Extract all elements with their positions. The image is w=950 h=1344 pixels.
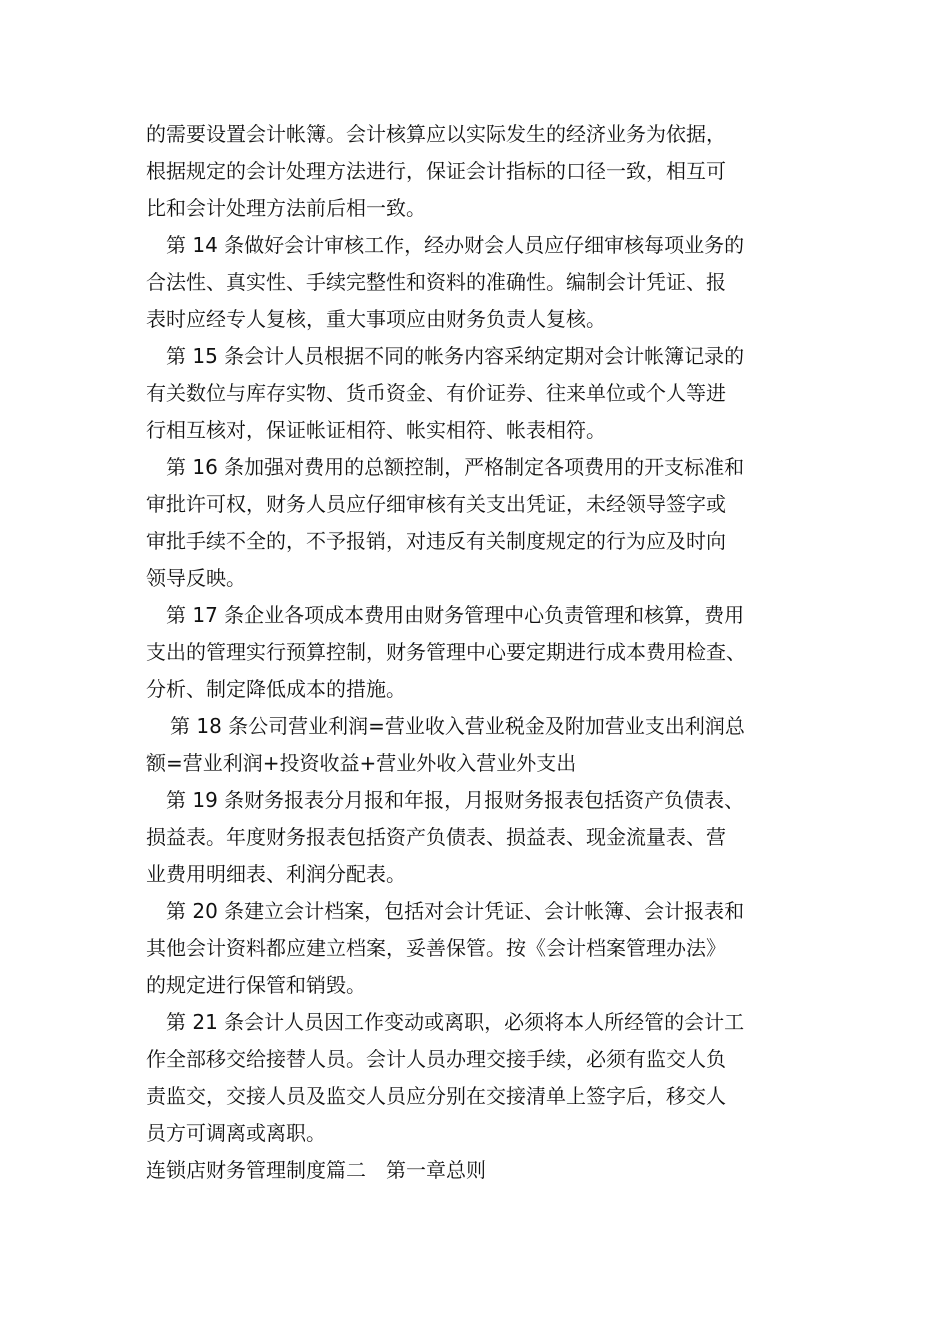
text-line: 比和会计处理方法前后相一致。 xyxy=(146,196,426,220)
text-line: 支出的管理实行预算控制，财务管理中心要定期进行成本费用检查、 xyxy=(146,640,746,664)
text-line: 领导反映。 xyxy=(146,566,246,590)
text-line: 根据规定的会计处理方法进行，保证会计指标的口径一致，相互可 xyxy=(146,159,726,183)
text-line: 分析、制定降低成本的措施。 xyxy=(146,677,406,701)
text-line: 行相互核对，保证帐证相符、帐实相符、帐表相符。 xyxy=(146,418,606,442)
text-line: 员方可调离或离职。 xyxy=(146,1121,326,1145)
text-line: 合法性、真实性、手续完整性和资料的准确性。编制会计凭证、报 xyxy=(146,270,726,294)
text-line: 损益表。年度财务报表包括资产负债表、损益表、现金流量表、营 xyxy=(146,825,726,849)
text-line: 审批手续不全的，不予报销，对违反有关制度规定的行为应及时向 xyxy=(146,529,726,553)
article-16-line: 第 16 条加强对费用的总额控制，严格制定各项费用的开支标准和 xyxy=(166,455,745,479)
text-line: 表时应经专人复核，重大事项应由财务负责人复核。 xyxy=(146,307,606,331)
text-line: 的规定进行保管和销毁。 xyxy=(146,973,366,997)
article-14-line: 第 14 条做好会计审核工作，经办财会人员应仔细审核每项业务的 xyxy=(166,233,745,257)
text-line: 的需要设置会计帐簿。会计核算应以实际发生的经济业务为依据， xyxy=(146,122,726,146)
article-21-line: 第 21 条会计人员因工作变动或离职，必须将本人所经管的会计工 xyxy=(166,1010,745,1034)
text-line: 审批许可权，财务人员应仔细审核有关支出凭证，未经领导签字或 xyxy=(146,492,726,516)
article-20-line: 第 20 条建立会计档案，包括对会计凭证、会计帐簿、会计报表和 xyxy=(166,899,745,923)
text-line: 其他会计资料都应建立档案，妥善保管。按《会计档案管理办法》 xyxy=(146,936,726,960)
text-line: 额=营业利润+投资收益+营业外收入营业外支出 xyxy=(146,751,577,775)
article-17-line: 第 17 条企业各项成本费用由财务管理中心负责管理和核算，费用 xyxy=(166,603,745,627)
article-15-line: 第 15 条会计人员根据不同的帐务内容采纳定期对会计帐簿记录的 xyxy=(166,344,745,368)
document-body xyxy=(146,116,826,1189)
section-heading: 连锁店财务管理制度篇二 第一章总则 xyxy=(146,1158,486,1182)
text-line: 作全部移交给接替人员。会计人员办理交接手续，必须有监交人负 xyxy=(146,1047,726,1071)
article-19-line: 第 19 条财务报表分月报和年报，月报财务报表包括资产负债表、 xyxy=(166,788,745,812)
text-line: 责监交，交接人员及监交人员应分别在交接清单上签字后，移交人 xyxy=(146,1084,726,1108)
article-18-line: 第 18 条公司营业利润=营业收入营业税金及附加营业支出利润总 xyxy=(170,714,745,738)
text-line: 业费用明细表、利润分配表。 xyxy=(146,862,406,886)
text-line: 有关数位与库存实物、货币资金、有价证券、往来单位或个人等进 xyxy=(146,381,726,405)
